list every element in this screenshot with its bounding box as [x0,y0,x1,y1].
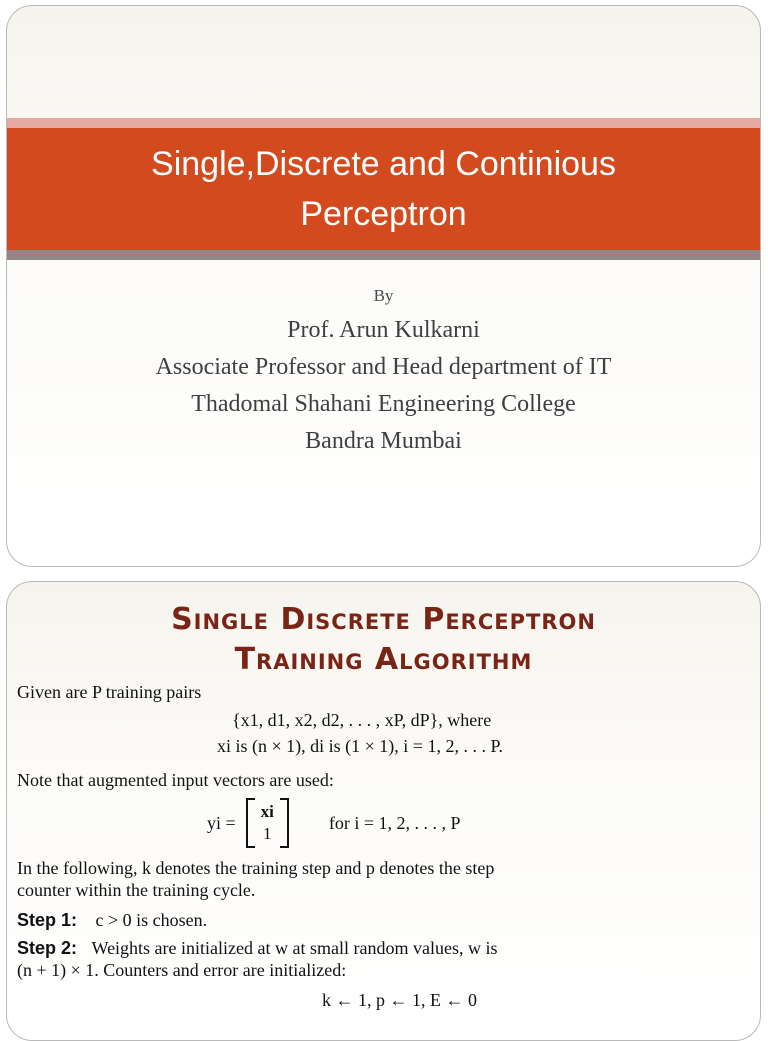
step-2-label: Step 2: [17,938,78,958]
step-1-text: c > 0 is chosen. [95,910,208,930]
step-1 [17,910,207,931]
author-position: Associate Professor and Head department of IT [155,354,612,380]
step-2-text-line2: (n + 1) × 1. Counters and error are initialized: [17,960,347,980]
slide-title-line1: Single,Discrete and Continious [151,145,616,183]
step-2 [17,938,497,959]
left-bracket [246,798,255,848]
author-name: Prof. Arun Kulkarni [287,317,480,343]
following-line-1: In the following, k denotes the training step and p denotes the step [17,858,495,878]
byline: By [373,286,394,305]
algorithm-title-line2: Training Algorithm [234,642,533,677]
slide-title [74,139,694,239]
vector-lhs: yi = [207,812,236,833]
step-1-label: Step 1: [17,910,78,930]
algorithm-title-line1: Single Discrete Perceptron [171,602,596,637]
vector-range: for i = 1, 2, . . . , P [328,812,461,833]
slide-title-line2: Perceptron [300,195,467,233]
counter-initialization: k ← 1, p ← 1, E ← 0 [322,990,477,1010]
matrix-top: xi [260,802,274,821]
augmented-vector-equation [207,798,461,848]
title-band-bottom-stripe [7,250,760,260]
matrix-bottom: 1 [263,824,272,843]
author-block [7,312,760,460]
author-college: Thadomal Shahani Engineering College [191,391,576,417]
algorithm-slide-title [7,600,760,680]
training-set: {x1, d1, x2, d2, . . . , xP, dP}, where [232,710,492,730]
following-line-2: counter within the training cycle. [17,880,256,900]
title-slide [6,5,761,567]
step-2-text-line1: Weights are initialized at w at small random values, w is [91,938,498,958]
augmented-matrix [246,798,289,848]
augmented-note: Note that augmented input vectors are used: [17,770,334,790]
given-line: Given are P training pairs [17,682,202,702]
algorithm-slide [6,581,761,1041]
dimensions-line: xi is (n × 1), di is (1 × 1), i = 1, 2, . . . P. [217,736,503,756]
author-location: Bandra Mumbai [305,428,462,454]
title-band [7,128,760,250]
right-bracket [280,798,289,848]
title-band-top-stripe [7,118,760,128]
